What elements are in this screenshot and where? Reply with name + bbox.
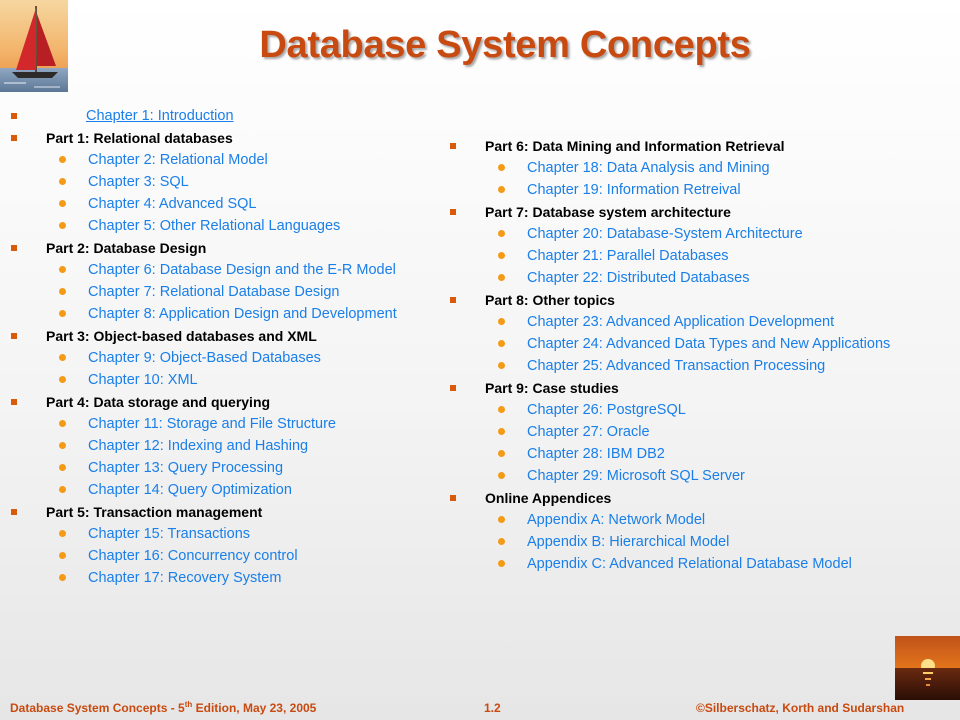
chapter-link-text: Chapter 21: Parallel Databases [527,248,729,264]
square-bullet-icon [450,385,456,391]
square-bullet-icon [450,297,456,303]
part-heading [10,325,450,347]
round-bullet-icon [59,310,66,317]
round-bullet-icon [498,230,505,237]
round-bullet-icon [498,560,505,567]
chapter-link-text: Chapter 18: Data Analysis and Mining [527,160,770,176]
part-heading-text: Part 8: Other topics [485,292,615,308]
chapter-link-text: Chapter 24: Advanced Data Types and New Applications [527,336,891,352]
part-heading [449,289,889,311]
round-bullet-icon [59,222,66,229]
chapter-link-text: Chapter 23: Advanced Application Development [527,314,835,330]
chapter-link[interactable] [10,479,450,501]
round-bullet-icon [498,472,505,479]
chapter-link[interactable] [10,303,450,325]
chapter-link-text: Chapter 16: Concurrency control [88,548,298,564]
chapter-link[interactable] [10,545,450,567]
chapter-link-text: Chapter 28: IBM DB2 [527,446,665,462]
chapter-link[interactable] [10,259,450,281]
chapter-link[interactable] [449,509,889,531]
round-bullet-icon [59,442,66,449]
chapter-link-text: Chapter 26: PostgreSQL [527,402,686,418]
slide-number: 1.2 [484,701,501,715]
round-bullet-icon [498,340,505,347]
chapter-link[interactable] [10,149,450,171]
round-bullet-icon [59,552,66,559]
chapter-link[interactable] [10,567,450,589]
chapter-link[interactable] [10,347,450,369]
chapter-link[interactable] [449,245,889,267]
square-bullet-icon [11,113,17,119]
chapter-link-text: Chapter 22: Distributed Databases [527,270,750,286]
round-bullet-icon [59,200,66,207]
chapter-link[interactable] [449,399,889,421]
footer-superscript: th [184,700,193,709]
chapter-link[interactable] [10,457,450,479]
round-bullet-icon [59,156,66,163]
chapter-link-text: Chapter 6: Database Design and the E-R Model [88,262,396,278]
chapter-link[interactable] [449,355,889,377]
chapter-link-text: Chapter 11: Storage and File Structure [88,416,336,432]
round-bullet-icon [59,354,66,361]
chapter-link-text: Chapter 19: Information Retreival [527,182,741,198]
round-bullet-icon [498,164,505,171]
sunset-logo-icon [895,636,960,700]
round-bullet-icon [59,376,66,383]
square-bullet-icon [11,399,17,405]
part-heading [10,127,450,149]
round-bullet-icon [498,538,505,545]
part-heading-text: Part 2: Database Design [46,240,207,256]
round-bullet-icon [59,530,66,537]
chapter-link[interactable] [449,333,889,355]
square-bullet-icon [11,135,17,141]
round-bullet-icon [498,318,505,325]
round-bullet-icon [59,420,66,427]
copyright-notice: ©Silberschatz, Korth and Sudarshan [696,701,905,715]
chapter-link-text: Appendix C: Advanced Relational Database Model [527,556,852,572]
chapter-link-text: Chapter 29: Microsoft SQL Server [527,468,745,484]
chapter-link[interactable] [449,311,889,333]
chapter-link[interactable] [10,281,450,303]
part-heading [10,391,450,413]
chapter-link[interactable] [449,553,889,575]
chapter-link-text: Chapter 9: Object-Based Databases [88,350,321,366]
square-bullet-icon [450,143,456,149]
chapter-link-text: Chapter 3: SQL [88,174,189,190]
round-bullet-icon [498,428,505,435]
part-heading-text: Part 7: Database system architecture [485,204,731,220]
chapter-link-text: Chapter 25: Advanced Transaction Processing [527,358,826,374]
chapter-link[interactable] [449,443,889,465]
left-column [10,105,450,589]
round-bullet-icon [59,574,66,581]
chapter-link-text: Chapter 5: Other Relational Languages [88,218,341,234]
chapter-link-text: Chapter 10: XML [88,372,198,388]
chapter-link[interactable] [10,215,450,237]
chapter-link-text: Chapter 2: Relational Model [88,152,268,168]
chapter-link-text: Appendix B: Hierarchical Model [527,534,730,550]
part-heading-text: Part 1: Relational databases [46,130,233,146]
footer-title: Database System Concepts - 5 [10,701,185,715]
part-heading-text: Online Appendices [485,490,612,506]
chapter-link[interactable] [10,523,450,545]
part-heading-text: Part 3: Object-based databases and XML [46,328,317,344]
chapter-link-text: Chapter 12: Indexing and Hashing [88,438,309,454]
part-heading [449,135,889,157]
chapter-link[interactable] [449,531,889,553]
chapter-link-text: Chapter 8: Application Design and Development [88,306,397,322]
round-bullet-icon [59,266,66,273]
chapter-link[interactable] [10,435,450,457]
round-bullet-icon [498,274,505,281]
round-bullet-icon [59,178,66,185]
part-heading [10,237,450,259]
chapter-link[interactable] [449,465,889,487]
chapter-link[interactable] [449,223,889,245]
part-heading-text: Part 4: Data storage and querying [46,394,271,410]
chapter-link[interactable] [449,421,889,443]
chapter-link-text: Chapter 1: Introduction [86,108,234,124]
square-bullet-icon [11,509,17,515]
square-bullet-icon [11,333,17,339]
round-bullet-icon [59,464,66,471]
footer-course-info [10,699,316,717]
part-heading [449,487,889,509]
part-heading-text: Part 6: Data Mining and Information Retrieval [485,138,785,154]
square-bullet-icon [11,245,17,251]
round-bullet-icon [498,450,505,457]
part-heading [449,201,889,223]
sailboat-logo-icon [0,0,68,92]
round-bullet-icon [59,288,66,295]
square-bullet-icon [450,495,456,501]
chapter-link-text: Appendix A: Network Model [527,512,706,528]
round-bullet-icon [498,362,505,369]
chapter-link-text: Chapter 15: Transactions [88,526,251,542]
chapter-link-text: Chapter 13: Query Processing [88,460,284,476]
chapter-link[interactable] [10,171,450,193]
chapter-link[interactable] [449,157,889,179]
chapter-link-text: Chapter 20: Database-System Architecture [527,226,803,242]
chapter-link-text: Chapter 4: Advanced SQL [88,196,257,212]
chapter-link-text: Chapter 14: Query Optimization [88,482,292,498]
right-column [449,135,889,575]
round-bullet-icon [498,186,505,193]
chapter-link[interactable] [449,267,889,289]
chapter-link[interactable] [10,193,450,215]
part-heading-text: Part 5: Transaction management [46,504,263,520]
chapter-link-text: Chapter 27: Oracle [527,424,650,440]
part-heading [449,377,889,399]
slide-title: Database System Concepts [259,24,751,66]
chapter-link-text: Chapter 7: Relational Database Design [88,284,340,300]
square-bullet-icon [450,209,456,215]
chapter-link[interactable] [449,179,889,201]
round-bullet-icon [59,486,66,493]
part-heading-text: Part 9: Case studies [485,380,619,396]
footer-edition-date: Edition, May 23, 2005 [192,701,317,715]
chapter-link[interactable] [10,105,450,127]
chapter-link[interactable] [10,413,450,435]
round-bullet-icon [498,516,505,523]
chapter-link-text: Chapter 17: Recovery System [88,570,282,586]
round-bullet-icon [498,252,505,259]
chapter-link[interactable] [10,369,450,391]
part-heading [10,501,450,523]
round-bullet-icon [498,406,505,413]
